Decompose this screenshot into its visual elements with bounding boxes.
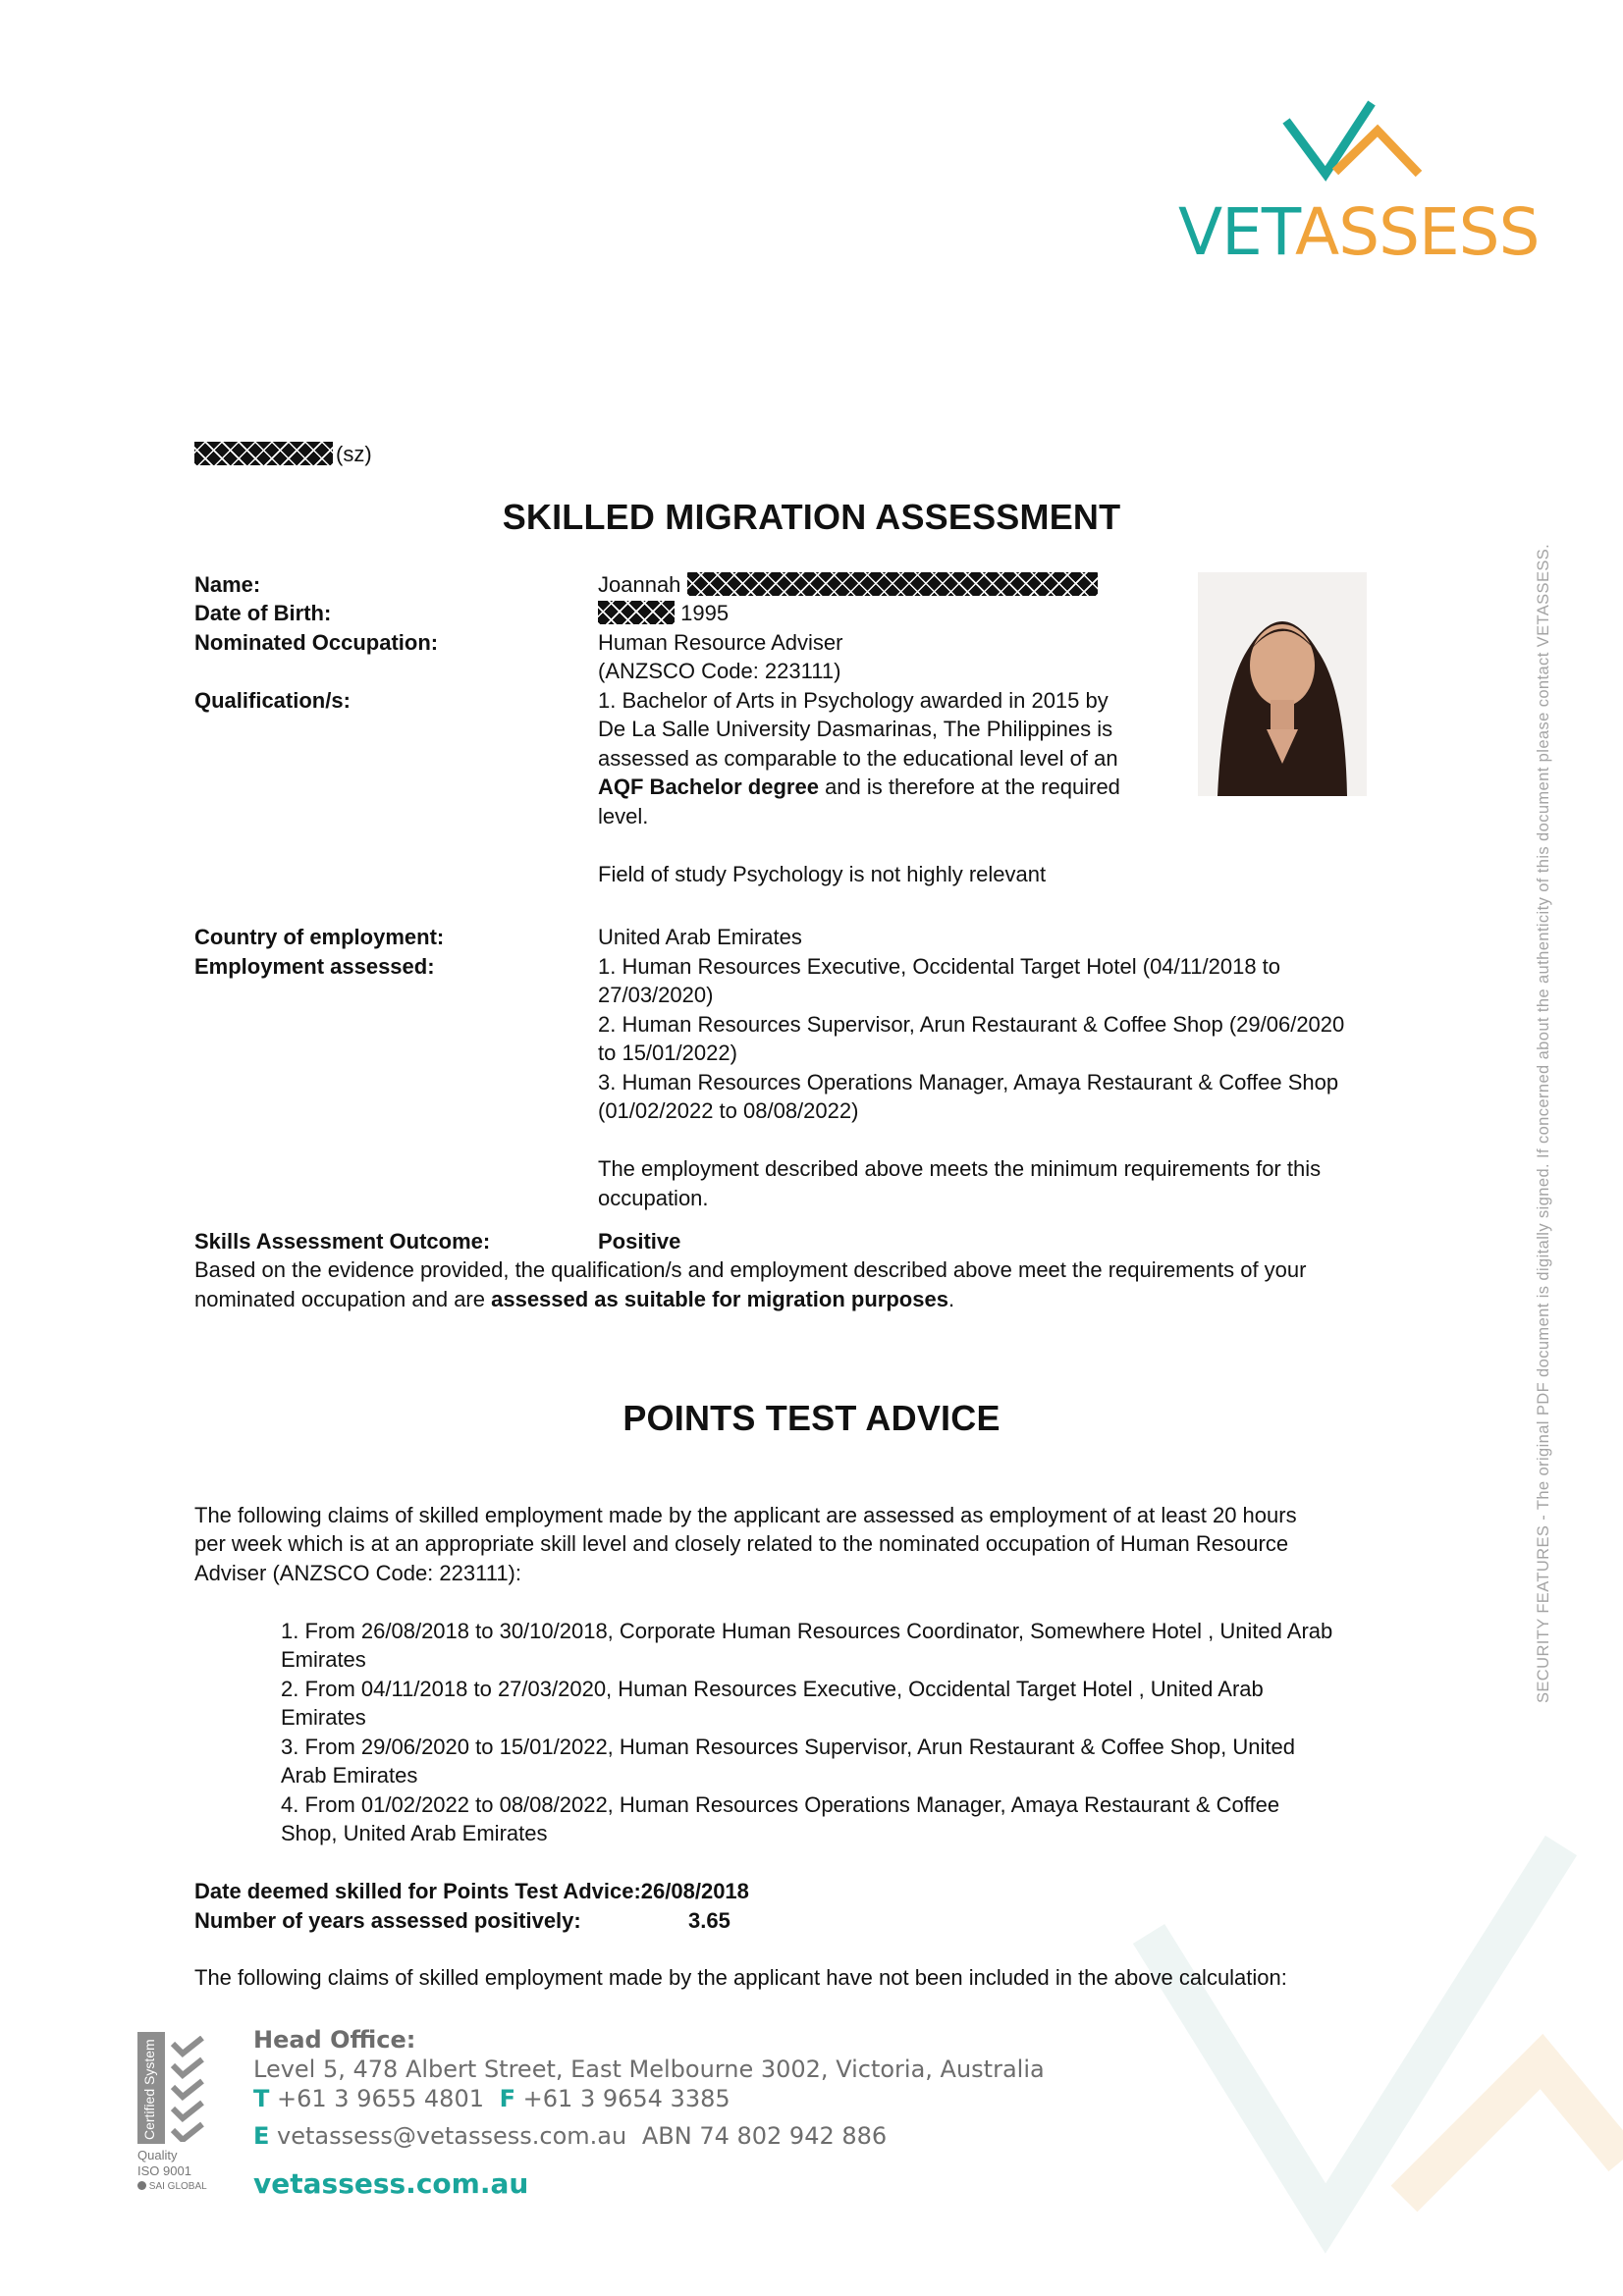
phone-fax-line (253, 2085, 730, 2112)
head-office-label: Head Office: (253, 2026, 416, 2054)
employment-line: 27/03/2020) (598, 983, 714, 1007)
employment-note: occupation. (598, 1186, 709, 1210)
country-label: Country of employment: (194, 925, 445, 949)
date-skilled-label: Date deemed skilled for Points Test Advice: (194, 1879, 641, 1903)
outcome-text-part: nominated occupation and are (194, 1287, 492, 1311)
dob-text: 1995 (680, 601, 730, 625)
logo-text-vet: VET (1178, 194, 1296, 270)
employment-line: (01/02/2022 to 08/08/2022) (598, 1098, 859, 1123)
name-value (598, 570, 1413, 600)
fax-number: +61 3 9654 3385 (522, 2085, 730, 2112)
claim-line: 4. From 01/02/2022 to 08/08/2022, Human Resources Operations Manager, Amaya Restaurant & Coffee (281, 1792, 1280, 1817)
date-skilled (194, 1877, 749, 1906)
dob-label: Date of Birth: (194, 601, 332, 625)
points-intro: per week which is at an appropriate skill level and closely related to the nominated occupation of Human Resource (194, 1531, 1289, 1556)
vetassess-logo-text (1178, 194, 1539, 270)
employment-line: 1. Human Resources Executive, Occidental Target Hotel (04/11/2018 to (598, 954, 1281, 979)
employment-line: 3. Human Resources Operations Manager, Amaya Restaurant & Coffee Shop (598, 1070, 1339, 1095)
outcome-text (194, 1285, 954, 1314)
qualification-line: De La Salle University Dasmarinas, The Philippines is (598, 717, 1113, 741)
occupation-code: (ANZSCO Code: 223111) (598, 659, 841, 683)
qualification-rest: and is therefore at the required (818, 774, 1120, 799)
background-watermark-icon (1129, 1806, 1623, 2258)
outcome-value: Positive (598, 1229, 681, 1254)
redacted-block (598, 601, 675, 624)
employment-line: to 15/01/2022) (598, 1041, 737, 1065)
excluded-text: The following claims of skilled employment made by the applicant have not been included in the above calculation: (194, 1965, 1287, 1990)
iso-text: ISO 9001 (137, 2163, 191, 2178)
outcome-text-part: . (947, 1287, 955, 1311)
claim-line: Arab Emirates (281, 1763, 418, 1788)
aqf-level: AQF Bachelor degree (598, 774, 819, 799)
email-label: E (253, 2122, 270, 2150)
claim-line: Emirates (281, 1705, 366, 1730)
date-skilled-value: 26/08/2018 (640, 1879, 749, 1903)
claim-line: 1. From 26/08/2018 to 30/10/2018, Corporate Human Resources Coordinator, Somewhere Hotel , United Arab (281, 1619, 1333, 1643)
assessment-title: SKILLED MIGRATION ASSESSMENT (502, 497, 1121, 537)
logo-text-assess: ASSESS (1295, 194, 1540, 270)
years-value: 3.65 (688, 1908, 730, 1933)
employment-note: The employment described above meets the minimum requirements for this (598, 1156, 1322, 1181)
abn: ABN 74 802 942 886 (641, 2122, 888, 2150)
employment-line: 2. Human Resources Supervisor, Arun Restaurant & Coffee Shop (29/06/2020 (598, 1012, 1345, 1037)
occupation-value: Human Resource Adviser (598, 630, 843, 655)
phone-number: +61 3 9655 4801 (277, 2085, 484, 2112)
qualification-line: assessed as comparable to the educational level of an (598, 746, 1118, 771)
employment-label: Employment assessed: (194, 954, 435, 979)
claim-line: 3. From 29/06/2020 to 15/01/2022, Human Resources Supervisor, Arun Restaurant & Coffee Shop, United (281, 1735, 1295, 1759)
occupation-label: Nominated Occupation: (194, 630, 439, 655)
name-text: Joannah (598, 572, 681, 597)
outcome-text: Based on the evidence provided, the qualification/s and employment described above meet the requirements of your (194, 1257, 1307, 1282)
head-office-address: Level 5, 478 Albert Street, East Melbourne 3002, Victoria, Australia (253, 2056, 1045, 2083)
redacted-block (194, 442, 333, 465)
points-title: POINTS TEST ADVICE (622, 1398, 1001, 1438)
name-label: Name: (194, 572, 261, 597)
qualification-line (598, 773, 1413, 802)
sai-global-text (137, 2181, 207, 2192)
claim-line: Emirates (281, 1647, 366, 1672)
points-intro: The following claims of skilled employment made by the applicant are assessed as employment of at least 20 hours (194, 1503, 1297, 1527)
phone-label: T (253, 2085, 270, 2112)
reference-suffix: (sz) (336, 442, 372, 466)
field-of-study: Field of study Psychology is not highly relevant (598, 862, 1047, 886)
qualification-label: Qualification/s: (194, 688, 351, 713)
checkmarks-icon (169, 2036, 208, 2142)
claim-line: Shop, United Arab Emirates (281, 1821, 548, 1845)
dob-value (598, 599, 1413, 628)
sai-dot-icon (137, 2181, 146, 2190)
quality-text: Quality (137, 2148, 178, 2163)
claim-line: 2. From 04/11/2018 to 27/03/2020, Human Resources Executive, Occidental Target Hotel , United Arab (281, 1677, 1264, 1701)
country-value: United Arab Emirates (598, 925, 802, 949)
qualification-line: 1. Bachelor of Arts in Psychology awarded in 2015 by (598, 688, 1109, 713)
email-address: vetassess@vetassess.com.au (277, 2122, 627, 2150)
email-abn-line (253, 2122, 887, 2150)
website-link[interactable]: vetassess.com.au (253, 2167, 529, 2200)
sai-text: SAI GLOBAL (148, 2181, 207, 2192)
vetassess-logo-mark (1281, 93, 1429, 201)
certified-system-box (137, 2032, 165, 2144)
fax-label: F (499, 2085, 516, 2112)
years-label: Number of years assessed positively: (194, 1908, 581, 1933)
certified-system-text: Certified System (141, 2039, 157, 2140)
outcome-suitable: assessed as suitable for migration purposes (491, 1287, 948, 1311)
reference-line (194, 440, 372, 469)
qualification-line: level. (598, 804, 649, 828)
points-intro: Adviser (ANZSCO Code: 223111): (194, 1561, 521, 1585)
quality-certification-badge (135, 2032, 214, 2199)
redacted-block (687, 572, 1098, 596)
security-notice: SECURITY FEATURES - The original PDF document is digitally signed. If concerned about the authenticity of this document please contact VETASSESS. (1535, 543, 1552, 1703)
outcome-label: Skills Assessment Outcome: (194, 1229, 491, 1254)
